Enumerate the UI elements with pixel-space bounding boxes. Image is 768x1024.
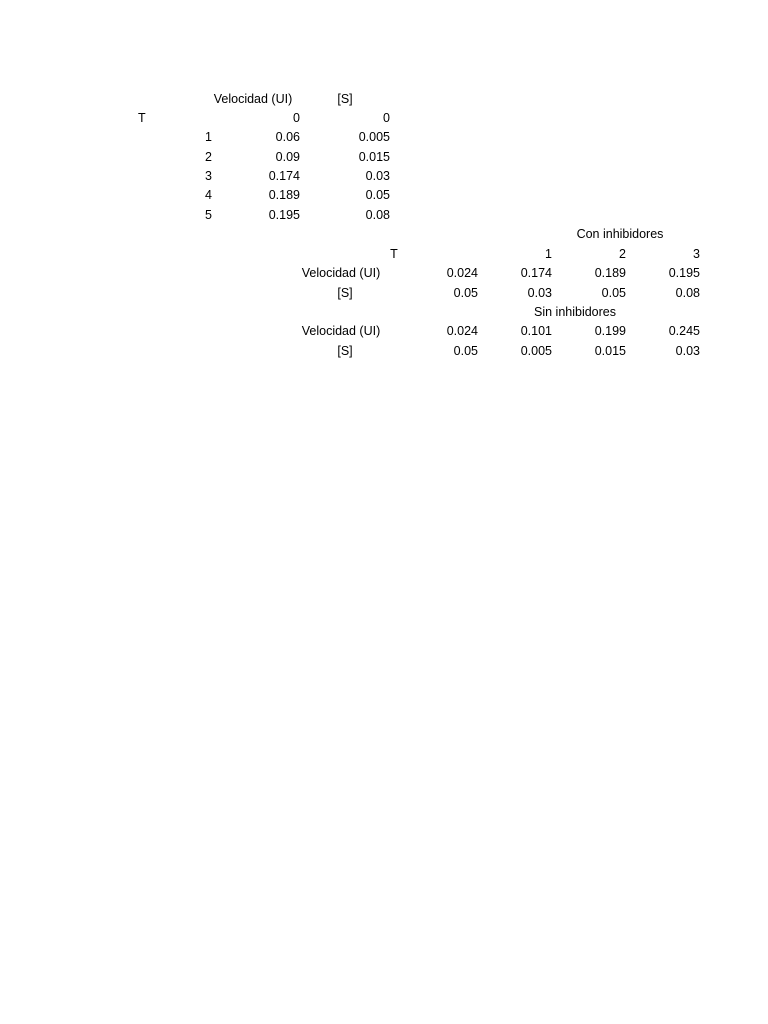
con-cell: 0.05 <box>453 286 478 300</box>
t1-cell-v: 0.195 <box>268 208 300 222</box>
t1-header-velocidad: Velocidad (UI) <box>213 92 293 106</box>
t2-t-value: 2 <box>619 247 626 261</box>
con-cell: 0.174 <box>520 266 552 280</box>
t1-cell-s: 0.03 <box>365 169 390 183</box>
t1-cell-t: 1 <box>205 130 212 144</box>
t1-cell-v: 0.189 <box>268 188 300 202</box>
t1-cell-s: 0.05 <box>365 188 390 202</box>
t1-cell-s: 0.015 <box>358 150 390 164</box>
t1-header-s: [S] <box>337 92 353 106</box>
t1-cell-s: 0.005 <box>358 130 390 144</box>
con-cell: 0.024 <box>446 266 478 280</box>
sin-cell: 0.101 <box>520 324 552 338</box>
t1-cell-v: 0 <box>293 111 300 125</box>
con-cell: 0.03 <box>527 286 552 300</box>
sin-row-label: Velocidad (UI) <box>301 324 381 338</box>
sin-cell: 0.245 <box>668 324 700 338</box>
t2-t-value: 1 <box>545 247 552 261</box>
t1-cell-s: 0.08 <box>365 208 390 222</box>
con-row-label: Velocidad (UI) <box>301 266 381 280</box>
con-cell: 0.05 <box>601 286 626 300</box>
sin-row-label: [S] <box>337 344 353 358</box>
t1-cell-v: 0.09 <box>275 150 300 164</box>
sin-cell: 0.024 <box>446 324 478 338</box>
t1-cell-s: 0 <box>383 111 390 125</box>
sin-cell: 0.015 <box>594 344 626 358</box>
t1-cell-t: 4 <box>205 188 212 202</box>
con-row-label: [S] <box>337 286 353 300</box>
t2-t-value: 3 <box>693 247 700 261</box>
t2-t-label: T <box>390 247 398 261</box>
con-cell: 0.189 <box>594 266 626 280</box>
sin-cell: 0.199 <box>594 324 626 338</box>
t1-row-label-t: T <box>138 111 146 125</box>
sin-cell: 0.05 <box>453 344 478 358</box>
sin-cell: 0.03 <box>675 344 700 358</box>
con-inhibidores-title: Con inhibidores <box>576 227 664 241</box>
t1-cell-t: 5 <box>205 208 212 222</box>
t1-cell-v: 0.06 <box>275 130 300 144</box>
con-cell: 0.195 <box>668 266 700 280</box>
sin-cell: 0.005 <box>520 344 552 358</box>
t1-cell-t <box>180 110 212 126</box>
sin-inhibidores-title: Sin inhibidores <box>534 305 616 319</box>
t2-t-value <box>418 246 478 262</box>
t1-cell-t: 3 <box>205 169 212 183</box>
t1-cell-t: 2 <box>205 150 212 164</box>
t1-cell-v: 0.174 <box>268 169 300 183</box>
con-cell: 0.08 <box>675 286 700 300</box>
